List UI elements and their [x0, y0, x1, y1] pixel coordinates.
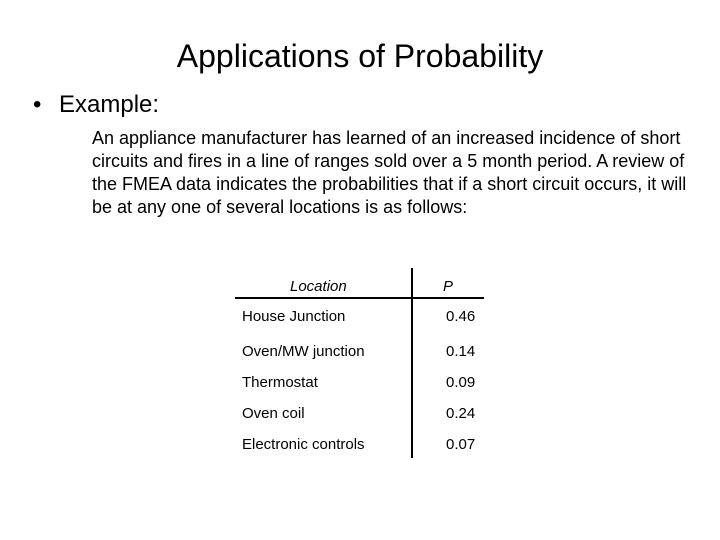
table-row-p: 0.24 — [446, 405, 476, 422]
slide-title: Applications of Probability — [176, 38, 544, 74]
table-row-p: 0.46 — [446, 308, 476, 325]
bullet-item — [33, 90, 159, 120]
column-header-location: Location — [290, 278, 347, 295]
column-divider — [411, 268, 413, 458]
probability-table — [235, 268, 485, 458]
table-row-p: 0.14 — [446, 343, 476, 360]
table-row-p: 0.07 — [446, 436, 476, 453]
table-row-p: 0.09 — [446, 374, 476, 391]
table-row-location: Thermostat — [242, 374, 318, 391]
bullet-icon: • — [33, 91, 42, 118]
table-row-location: Electronic controls — [242, 436, 365, 453]
example-paragraph: An appliance manufacturer has learned of an increased incidence of short circuits and fires in a line of ranges sold over a 5 month period. A review of the FMEA data indicates the probabilities that if a short circuit occurs, it will be at any one of several locations is as follows: — [92, 128, 687, 217]
table-row-location: Oven coil — [242, 405, 305, 422]
header-divider — [235, 297, 484, 299]
bullet-label: Example: — [59, 91, 160, 118]
table-row-location: Oven/MW junction — [242, 343, 365, 360]
column-header-p: P — [443, 278, 454, 295]
table-row-location: House Junction — [242, 308, 346, 325]
